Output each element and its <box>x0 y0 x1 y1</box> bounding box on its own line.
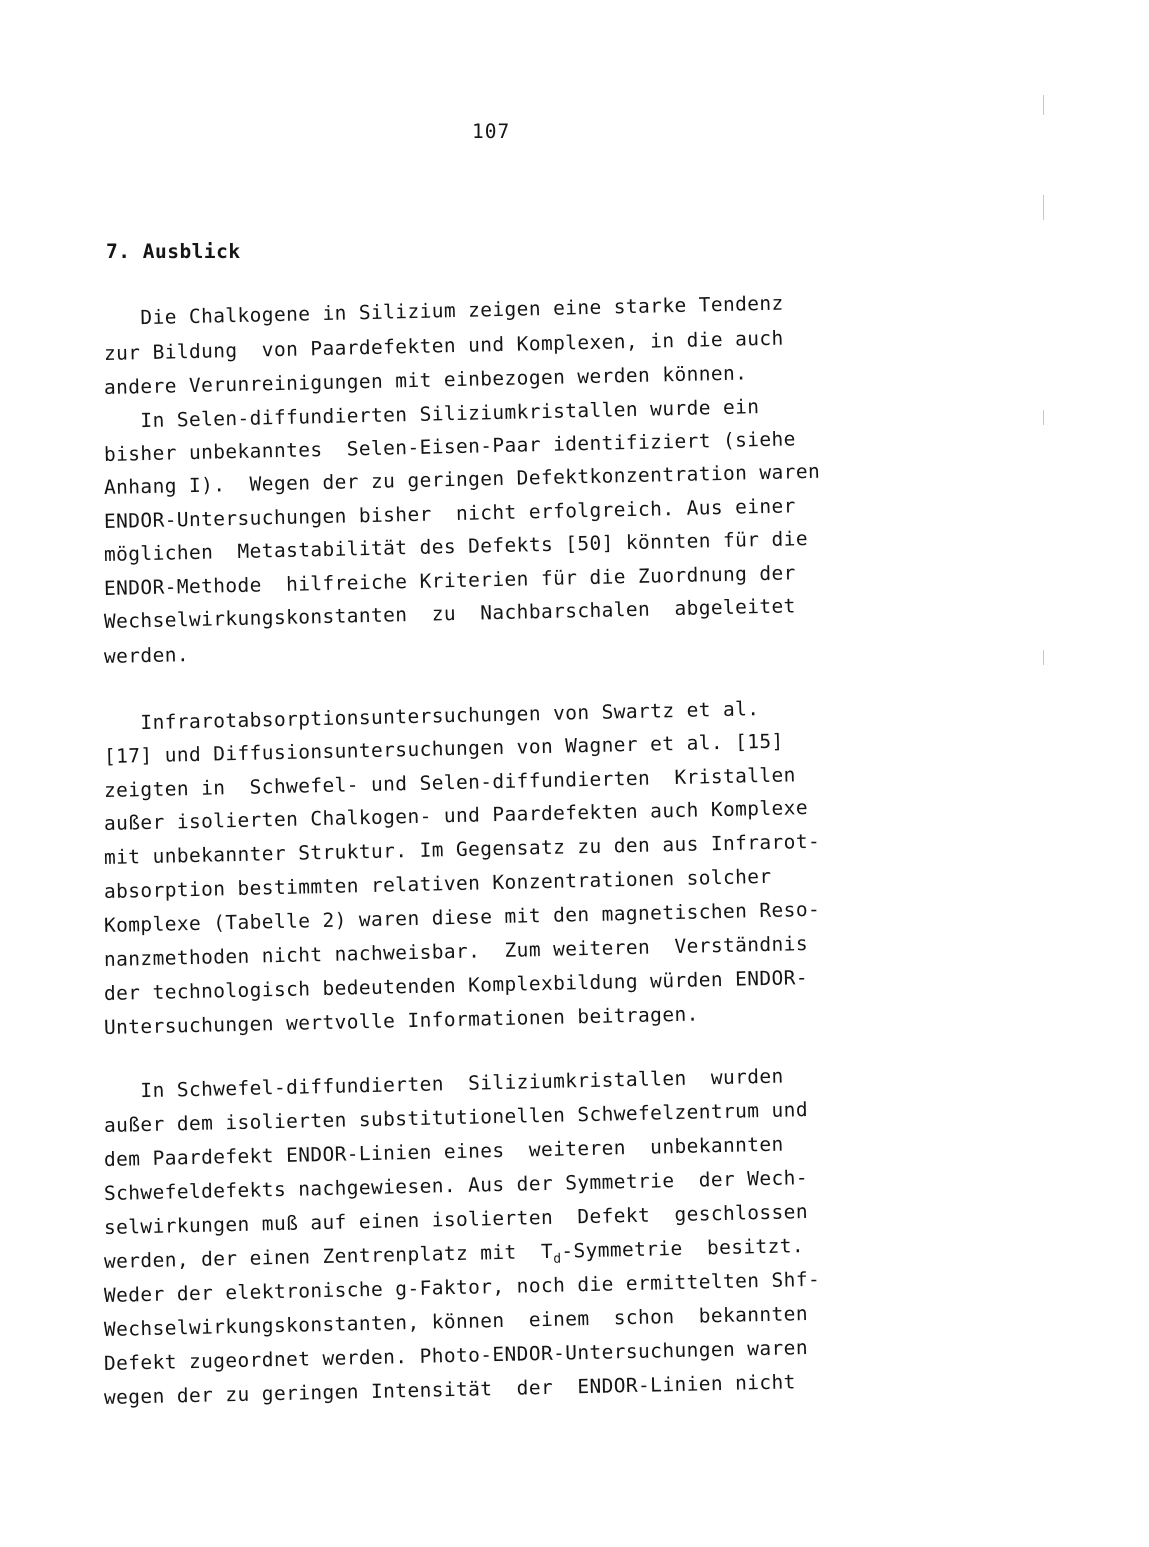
scan-edge-mark <box>1043 95 1044 115</box>
scan-edge-mark <box>1043 410 1044 425</box>
text-segment: -Symmetrie besitzt. <box>561 1234 805 1263</box>
text-line: [17] und Diffusionsuntersuchungen von Wagner et al. [15] <box>103 729 784 768</box>
text-line: In Schwefel-diffundierten Siliziumkristallen wurden <box>103 1064 784 1103</box>
text-line: Untersuchungen wertvolle Informationen beitragen. <box>103 1002 699 1039</box>
text-line: andere Verunreinigungen mit einbezogen werden können. <box>103 361 748 399</box>
text-line: werden. <box>103 643 190 668</box>
text-line: Anhang I). Wegen der zu geringen Defektkonzentration waren <box>103 459 821 499</box>
text-line: In Selen-diffundierten Siliziumkristallen wurde ein <box>103 395 760 433</box>
text-line: dem Paardefekt ENDOR-Linien eines weiteren unbekannten <box>103 1132 784 1171</box>
text-segment: werden, der einen Zentrenplatz mit T <box>103 1239 554 1273</box>
text-line: außer isolierten Chalkogen- und Paardefekten auch Komplexe <box>103 796 809 835</box>
section-heading: 7. Ausblick <box>106 240 241 263</box>
subscript: d <box>553 1251 562 1267</box>
text-line: Komplexe (Tabelle 2) waren diese mit den magnetischen Reso- <box>103 897 821 937</box>
page-number: 107 <box>472 120 511 143</box>
scan-edge-mark <box>1043 650 1044 665</box>
text-line: Wechselwirkungskonstanten zu Nachbarschalen abgeleitet <box>103 594 797 633</box>
text-line: Die Chalkogene in Silizium zeigen eine starke Tendenz <box>103 291 784 330</box>
text-line: Defekt zugeordnet werden. Photo-ENDOR-Untersuchungen waren <box>103 1336 809 1375</box>
text-line: Wechselwirkungskonstanten, können einem schon bekannten <box>103 1302 809 1341</box>
text-line: möglichen Metastabilität des Defekts [50] könnten für die <box>103 527 809 566</box>
text-line: nanzmethoden nicht nachweisbar. Zum weiteren Verständnis <box>103 932 809 971</box>
text-line: wegen der zu geringen Intensität der ENDOR-Linien nicht <box>103 1370 797 1409</box>
text-line: mit unbekannter Struktur. Im Gegensatz zu den aus Infrarot- <box>103 829 821 869</box>
text-line: Weder der elektronische g-Faktor, noch die ermittelten Shf- <box>103 1267 821 1307</box>
scan-edge-mark <box>1043 195 1044 220</box>
text-line: ENDOR-Untersuchungen bisher nicht erfolgreich. Aus einer <box>103 494 797 533</box>
text-line: Schwefeldefekts nachgewiesen. Aus der Symmetrie der Wech- <box>103 1166 809 1205</box>
text-line: zeigten in Schwefel- und Selen-diffundierten Kristallen <box>103 763 797 802</box>
text-line: Infrarotabsorptionsuntersuchungen von Swartz et al. <box>103 697 760 735</box>
text-line: selwirkungen muß auf einen isolierten Defekt geschlossen <box>103 1200 809 1239</box>
text-line-td-symmetry <box>104 1234 805 1273</box>
text-line: der technologisch bedeutenden Komplexbildung würden ENDOR- <box>103 966 809 1005</box>
text-line: außer dem isolierten substitutionellen Schwefelzentrum und <box>103 1098 809 1137</box>
text-line: zur Bildung von Paardefekten und Komplexen, in die auch <box>103 326 784 365</box>
text-line: absorption bestimmten relativen Konzentrationen solcher <box>103 864 772 903</box>
text-line: ENDOR-Methode hilfreiche Kriterien für die Zuordnung der <box>103 561 797 600</box>
text-line: bisher unbekanntes Selen-Eisen-Paar identifiziert (siehe <box>103 427 797 466</box>
